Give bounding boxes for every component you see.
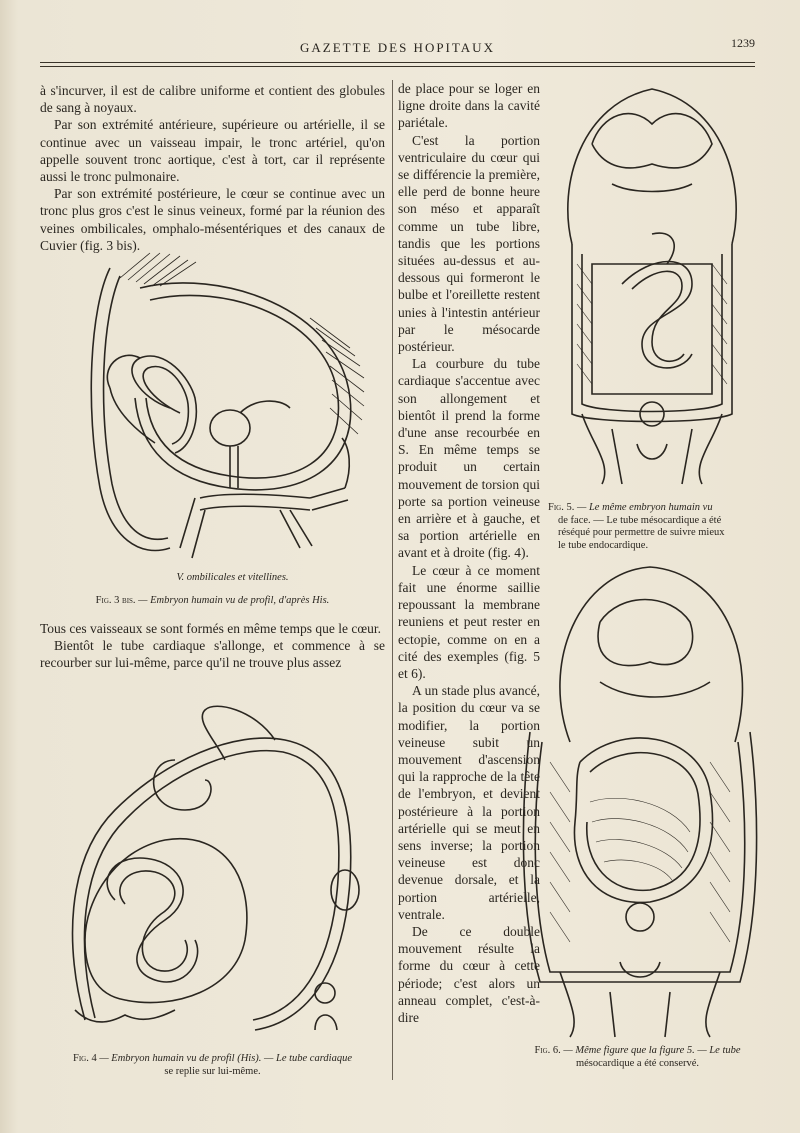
paragraph: La courbure du tube cardiaque s'accentue avec son allongement et bientôt il prend la forme d'une anse recourbée en S. En même temps se produit un certain mouvement de torsion qui porte sa portion veineuse en arrière et à gauche, et sa portion artérielle en avant et à droite (fig. 4). xyxy=(398,356,540,561)
paragraph: Par son extrémité antérieure, supérieure ou artérielle, il se continue avec un vaisseau impair, le tronc artériel, qu'on appelle souvent tronc aortique, c'est à tort, car il représente aussi le tronc pulmonaire. xyxy=(40,117,385,185)
middle-column-text xyxy=(398,80,540,1026)
paragraph: à s'incurver, il est de calibre uniforme et contient des globules de sang à noyaux. xyxy=(40,83,385,116)
caption-text-2: mésocardique a été conservé. xyxy=(575,1058,700,1069)
figure-3bis-illustration xyxy=(80,248,380,568)
caption-text-1: — Le même embryon humain vu xyxy=(576,502,713,513)
page-number: 1239 xyxy=(731,36,755,50)
figure-5-caption xyxy=(548,502,758,552)
journal-title: GAZETTE DES HOPITAUX xyxy=(300,40,495,55)
caption-number: Fig. 5. xyxy=(548,502,575,513)
caption-number: Fig. 6. xyxy=(534,1045,561,1056)
figure-3bis-caption xyxy=(40,594,385,607)
paragraph: A un stade plus avancé, la position du cœur va se modifier, la portion veineuse subit un mouvement d'ascension qui la rapproche de la tête de l'embryon, et devient postérieure à la portion artérielle qui se meut en sens inverse; la portion veineuse est donc devenue dorsale, et la portion artérielle, ventrale. xyxy=(398,683,540,922)
figure-6-caption xyxy=(515,1044,760,1070)
paragraph: C'est la portion ventriculaire du cœur qui se différencie la première, elle perd de bonne heure son méso et apparaît comme un tube libre, tandis que les portions situées au-dessus et au-dessous qui formeront le bulbe et l'oreillette restent unies à l'intestin antérieur par le mésocarde postérieur. xyxy=(398,132,540,355)
paragraph: Tous ces vaisseaux se sont formés en même temps que le cœur. xyxy=(40,621,381,636)
header-rule-top xyxy=(40,62,755,63)
caption-text-1: — Même figure que la figure 5. — Le tube xyxy=(563,1045,741,1056)
left-column-top-text xyxy=(40,82,385,254)
page-header xyxy=(40,36,755,60)
caption-text-2: de face. — Le tube mésocardique a été xyxy=(558,514,722,526)
figure-5-illustration xyxy=(552,84,752,489)
column-separator xyxy=(392,80,393,1080)
caption-number: Fig. 4 xyxy=(72,1053,97,1064)
figure-6-illustration xyxy=(520,562,760,1040)
caption-text: — Embryon humain vu de profil, d'après His. xyxy=(138,595,330,606)
paragraph: Le cœur à ce moment fait une énorme saillie repoussant la membrane reuniens et peut rester en ectopie, comme on en a cité des exemples (fig. 5 et 6). xyxy=(398,562,540,681)
paragraph: De ce double mouvement résulte la forme du cœur à cette période; c'est alors un anneau complet, c'est-à-dire xyxy=(398,923,540,1025)
caption-text-2: se replie sur lui-même. xyxy=(164,1066,261,1077)
paragraph: de place pour se loger en ligne droite dans la cavité pariétale. xyxy=(398,81,540,131)
caption-number: Fig. 3 bis. xyxy=(95,595,136,606)
left-column-bottom-text xyxy=(40,620,385,672)
figure-3bis-label: V. ombilicales et vitellines. xyxy=(176,572,289,583)
figure-4-illustration xyxy=(55,700,375,1040)
paragraph: Par son extrémité postérieure, le cœur se continue avec un tronc plus gros c'est le sinus veineux, formé par la réunion des veines ombilicales, omphalo-mésentériques et des canaux de Cuvier (fig. 3 bis). xyxy=(40,186,385,253)
caption-text-3: réséqué pour permettre de suivre mieux xyxy=(558,527,725,538)
caption-text-1: — Embryon humain vu de profil (His). — Le tube cardiaque xyxy=(99,1053,352,1064)
caption-text-4: le tube endocardique. xyxy=(558,539,649,551)
header-rule-bottom xyxy=(40,66,755,67)
figure-4-caption xyxy=(40,1052,385,1078)
paragraph: Bientôt le tube cardiaque s'allonge, et commence à se recourber sur lui-même, parce qu'il ne trouve plus assez xyxy=(40,638,385,671)
